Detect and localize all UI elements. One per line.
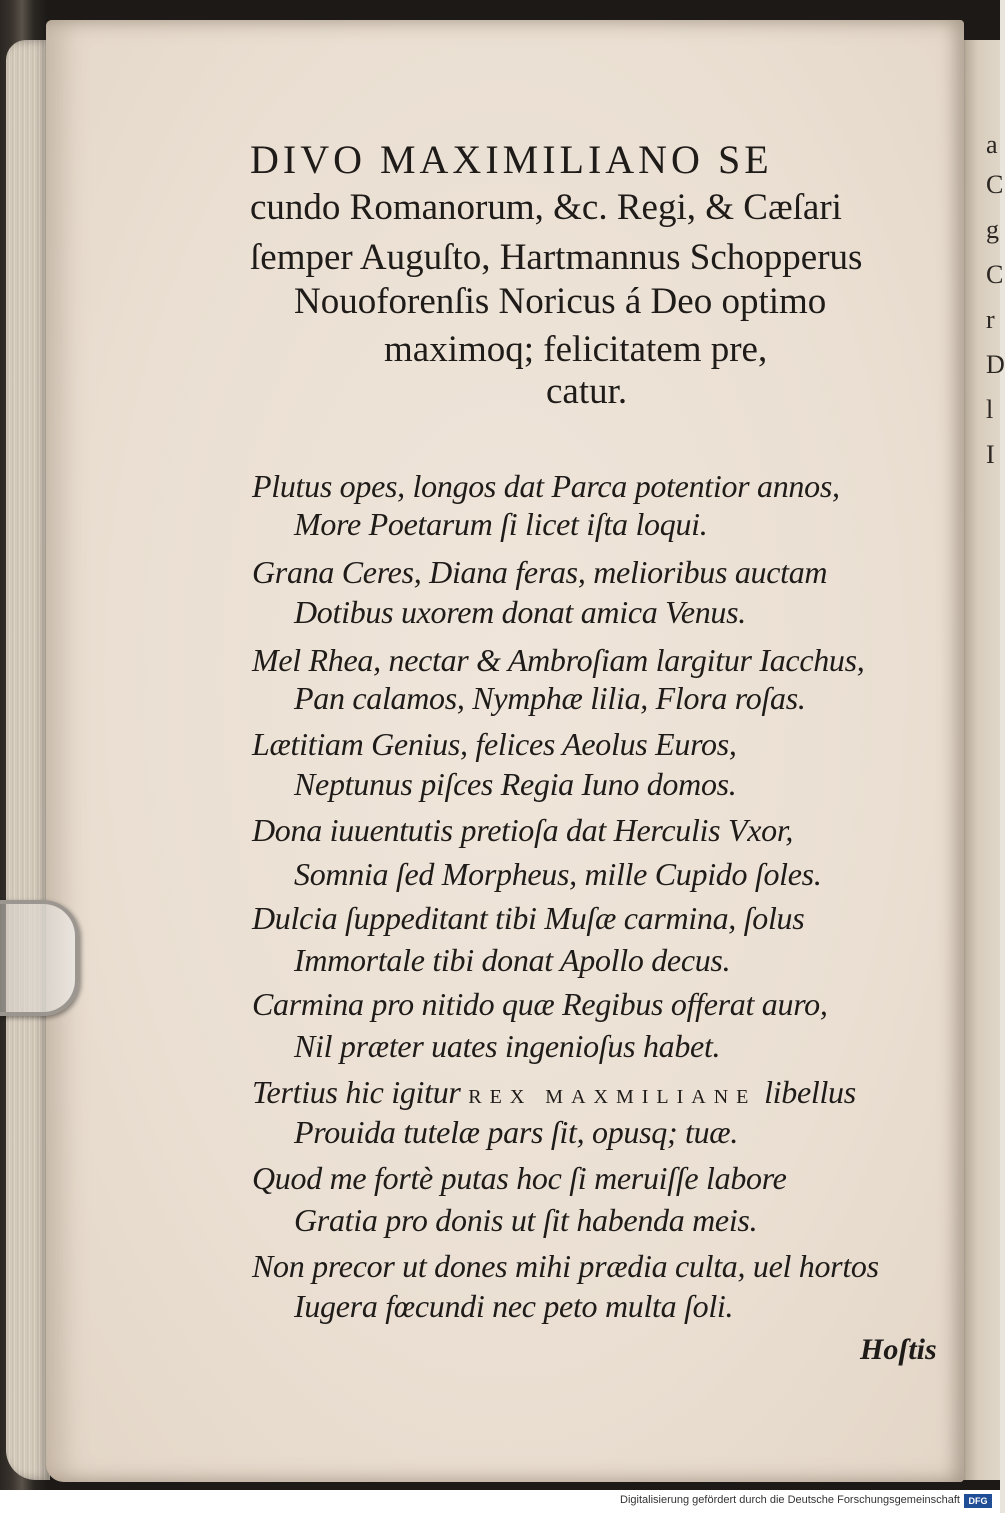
facing-page-fragment: r bbox=[986, 305, 995, 334]
heading-line: Nouoforenſis Noricus á Deo optimo bbox=[294, 281, 827, 322]
verse-line: Dulcia ſuppeditant tibi Muſæ carmina, ſolus bbox=[252, 900, 805, 936]
book-page-edges bbox=[6, 40, 50, 1480]
verse-line: Lætitiam Genius, felices Aeolus Euros, bbox=[252, 726, 737, 762]
heading-line: ſemper Auguſto, Hartmannus Schopperus bbox=[250, 237, 863, 278]
facing-page-fragment: D bbox=[986, 350, 1005, 379]
verse-line: Dotibus uxorem donat amica Venus. bbox=[294, 594, 746, 630]
dfg-logo: DFG bbox=[964, 1494, 992, 1508]
verse-line-rex bbox=[252, 1074, 856, 1111]
rex-maxmiliane-smallcaps: REX MAXMILIANE bbox=[468, 1086, 757, 1108]
verse-line: Somnia ſed Morpheus, mille Cupido ſoles. bbox=[294, 856, 822, 892]
verse-line: Quod me fortè putas hoc ſi meruiſſe labore bbox=[252, 1160, 787, 1196]
heading-line: DIVO MAXIMILIANO SE bbox=[250, 137, 773, 182]
verse-line: More Poetarum ſi licet iſta loqui. bbox=[294, 506, 708, 542]
catchword: Hoſtis bbox=[860, 1333, 937, 1366]
verse-line: Non precor ut dones mihi prædia culta, uel hortos bbox=[252, 1248, 879, 1284]
facing-page-fragment: C bbox=[986, 170, 1004, 199]
heading-line: catur. bbox=[546, 371, 628, 412]
footer-bar bbox=[0, 1490, 1000, 1513]
verse-line: Prouida tutelæ pars ſit, opusq; tuæ. bbox=[294, 1114, 739, 1150]
facing-page-fragment: a bbox=[986, 130, 998, 159]
verse-line: Grana Ceres, Diana feras, melioribus auctam bbox=[252, 554, 828, 590]
book-page bbox=[46, 20, 964, 1482]
facing-page-fragment: I bbox=[986, 440, 995, 469]
verse-line: Neptunus piſces Regia Iuno domos. bbox=[294, 766, 737, 802]
verse-line: Iugera fœcundi nec peto multa ſoli. bbox=[294, 1288, 734, 1324]
heading-line: cundo Romanorum, &c. Regi, & Cæſari bbox=[250, 187, 842, 228]
footer-credit: Digitalisierung gefördert durch die Deutsche Forschungsgemeinschaft bbox=[620, 1494, 960, 1506]
facing-page-fragment: l bbox=[986, 395, 994, 424]
facing-page-fragment: g bbox=[986, 215, 999, 244]
verse-line: Immortale tibi donat Apollo decus. bbox=[294, 942, 731, 978]
verse-segment: Tertius hic igitur bbox=[252, 1074, 461, 1110]
page-clip bbox=[0, 900, 79, 1016]
facing-page bbox=[958, 40, 1005, 1480]
verse-line: Carmina pro nitido quæ Regibus offerat auro, bbox=[252, 986, 828, 1022]
verse-line: Mel Rhea, nectar & Ambroſiam largitur Iacchus, bbox=[252, 642, 865, 678]
verse-line: Nil præter uates ingenioſus habet. bbox=[294, 1028, 721, 1064]
facing-page-fragment: C bbox=[986, 260, 1004, 289]
verse-line: Dona iuuentutis pretioſa dat Herculis Vxor, bbox=[252, 812, 794, 848]
verse-line: Plutus opes, longos dat Parca potentior annos, bbox=[252, 468, 840, 504]
verse-line: Gratia pro donis ut ſit habenda meis. bbox=[294, 1202, 758, 1238]
heading-line: maximoq; felicitatem pre, bbox=[384, 329, 768, 370]
verse-line: Pan calamos, Nymphæ lilia, Flora roſas. bbox=[294, 680, 806, 716]
verse-segment: libellus bbox=[764, 1074, 856, 1110]
